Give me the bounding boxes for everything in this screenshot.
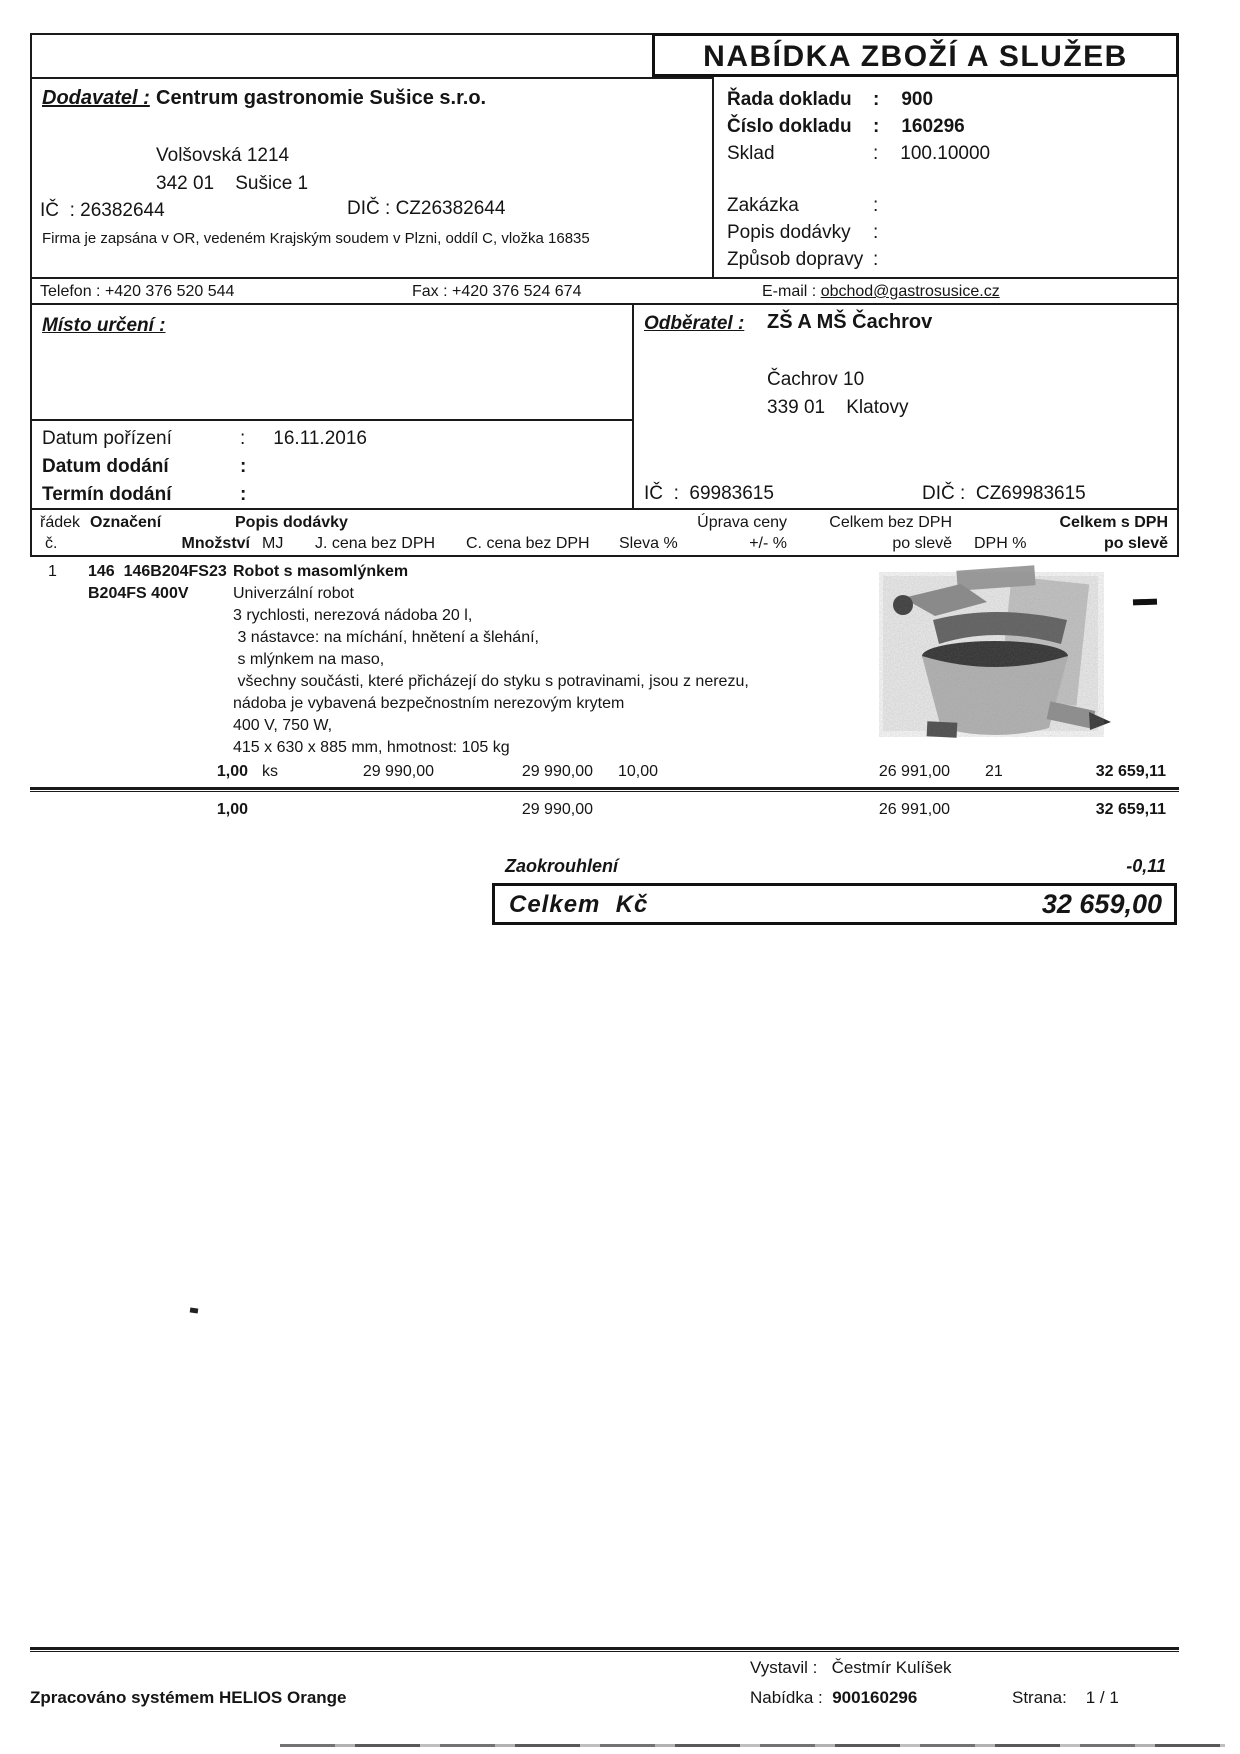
email: E-mail : obchod@gastrosusice.cz	[762, 283, 1000, 300]
scan-artifact-speck	[190, 1307, 199, 1313]
page-indicator: Strana: 1 / 1	[1012, 1688, 1119, 1707]
col-oznaceni: Označení	[90, 514, 162, 531]
item-total-with-vat: 32 659,11	[1095, 763, 1166, 780]
issued-by: Vystavil : Čestmír Kulíšek	[750, 1658, 952, 1677]
totals-separator	[30, 787, 1179, 792]
item-description-line: s mlýnkem na maso,	[233, 651, 385, 668]
totals-total-with-vat: 32 659,11	[1095, 801, 1166, 818]
col-celkem-bez-2: po slevě	[892, 535, 952, 552]
system-note: Zpracováno systémem HELIOS Orange	[30, 1688, 347, 1707]
offer-number-line: Nabídka : 900160296	[750, 1688, 918, 1707]
item-total-price: 29 990,00	[521, 763, 593, 780]
doc-info-row: Číslo dokladu : 160296	[727, 116, 965, 137]
item-code-1: 146 146B204FS23	[88, 563, 227, 580]
table-header	[30, 508, 1179, 557]
item-line-no: 1	[48, 563, 57, 580]
footer-separator	[30, 1647, 1179, 1652]
grand-total-label: Celkem Kč	[509, 891, 649, 918]
doc-info-row: Řada dokladu : 900	[727, 89, 934, 110]
document-title-box	[652, 33, 1179, 77]
item-discount: 10,00	[617, 763, 658, 780]
doc-info-box	[712, 77, 1179, 277]
item-qty: 1,00	[216, 763, 248, 780]
item-description-line: Univerzální robot	[233, 585, 354, 602]
dates-row: Datum dodání :	[42, 456, 247, 477]
page-title: NABÍDKA ZBOŽÍ A SLUŽEB	[703, 40, 1128, 73]
col-dph: DPH %	[974, 535, 1027, 552]
item-description-line: nádoba je vybavená bezpečnostním nerezovým krytem	[233, 695, 625, 712]
doc-info-row: Sklad : 100.10000	[727, 143, 991, 164]
item-unit-price: 29 990,00	[362, 763, 434, 780]
doc-info-row	[727, 170, 1177, 195]
rounding-label: Zaokrouhlení	[505, 856, 619, 876]
col-j-cena: J. cena bez DPH	[315, 535, 436, 552]
customer-ic: IČ : 69983615	[644, 483, 774, 504]
doc-info-rows	[727, 89, 1177, 276]
stand-mixer-photo	[865, 558, 1120, 743]
col-popis: Popis dodávky	[235, 514, 348, 531]
item-description-line: všechny součásti, které přicházejí do styku s potravinami, jsou z nerezu,	[233, 673, 749, 690]
col-celkem-bez-1: Celkem bez DPH	[829, 514, 952, 531]
col-mnozstvi: Množství	[181, 535, 250, 552]
fax: Fax : +420 376 524 674	[412, 283, 582, 300]
supplier-registration: Firma je zapsána v OR, vedeném Krajským soudem v Plzni, oddíl C, vložka 16835	[42, 230, 590, 247]
customer-street: Čachrov 10	[767, 369, 865, 390]
item-description-line: 3 nástavce: na míchání, hnětení a šlehání,	[233, 629, 539, 646]
grand-total-value: 32 659,00	[1041, 889, 1162, 919]
destination-label: Místo určení :	[42, 315, 166, 336]
supplier-ic: IČ : 26382644	[40, 200, 165, 221]
doc-info-row: Zakázka :	[727, 195, 879, 216]
col-c: č.	[45, 535, 58, 552]
col-c-cena: C. cena bez DPH	[466, 535, 590, 552]
customer-box	[632, 305, 1179, 508]
header-strip	[30, 33, 652, 77]
dates-rows	[42, 428, 632, 512]
supplier-name: Centrum gastronomie Sušice s.r.o.	[156, 87, 487, 109]
item-unit: ks	[262, 763, 278, 780]
doc-info-row: Způsob dopravy :	[727, 249, 879, 270]
item-name: Robot s masomlýnkem	[233, 563, 409, 580]
totals-qty: 1,00	[216, 801, 248, 818]
destination-box	[30, 305, 632, 421]
col-celkem-s-1: Celkem s DPH	[1059, 514, 1168, 531]
contact-row	[30, 277, 1179, 305]
dates-box	[30, 421, 632, 508]
dates-row: Termín dodání :	[42, 484, 247, 505]
customer-label: Odběratel :	[644, 313, 745, 334]
col-radek: řádek	[40, 514, 81, 531]
supplier-street: Volšovská 1214	[156, 145, 290, 166]
item-code-2: B204FS 400V	[88, 585, 189, 602]
customer-city: 339 01 Klatovy	[767, 397, 909, 418]
grand-total-box	[492, 883, 1177, 925]
supplier-label: Dodavatel :	[42, 87, 150, 109]
scan-artifact-dash	[1133, 599, 1157, 606]
dates-row: Datum pořízení : 16.11.2016	[42, 428, 367, 449]
item-description-line: 415 x 630 x 885 mm, hmotnost: 105 kg	[233, 739, 510, 756]
customer-dic: DIČ : CZ69983615	[922, 483, 1086, 504]
item-description-line: 400 V, 750 W,	[233, 717, 333, 734]
item-vat-rate: 21	[985, 763, 1003, 780]
doc-info-row: Popis dodávky :	[727, 222, 879, 243]
customer-name: ZŠ A MŠ Čachrov	[767, 311, 933, 333]
col-uprava-1: Úprava ceny	[697, 514, 787, 531]
col-sleva: Sleva %	[619, 535, 678, 552]
rounding-value: -0,11	[1126, 856, 1166, 876]
product-photo	[865, 558, 1120, 743]
supplier-box	[30, 77, 712, 277]
col-uprava-2: +/- %	[749, 535, 787, 552]
supplier-city: 342 01 Sušice 1	[156, 173, 309, 194]
item-description	[233, 585, 749, 761]
col-mj: MJ	[262, 535, 284, 552]
phone: Telefon : +420 376 520 544	[40, 283, 235, 300]
scan-artifact-line	[280, 1744, 1225, 1747]
totals-total-price: 29 990,00	[521, 801, 593, 818]
supplier-dic: DIČ : CZ26382644	[347, 198, 506, 219]
totals-total-no-vat: 26 991,00	[878, 801, 950, 818]
item-description-line: 3 rychlosti, nerezová nádoba 20 l,	[233, 607, 473, 624]
item-total-no-vat: 26 991,00	[878, 763, 950, 780]
col-celkem-s-2: po slevě	[1103, 535, 1168, 552]
